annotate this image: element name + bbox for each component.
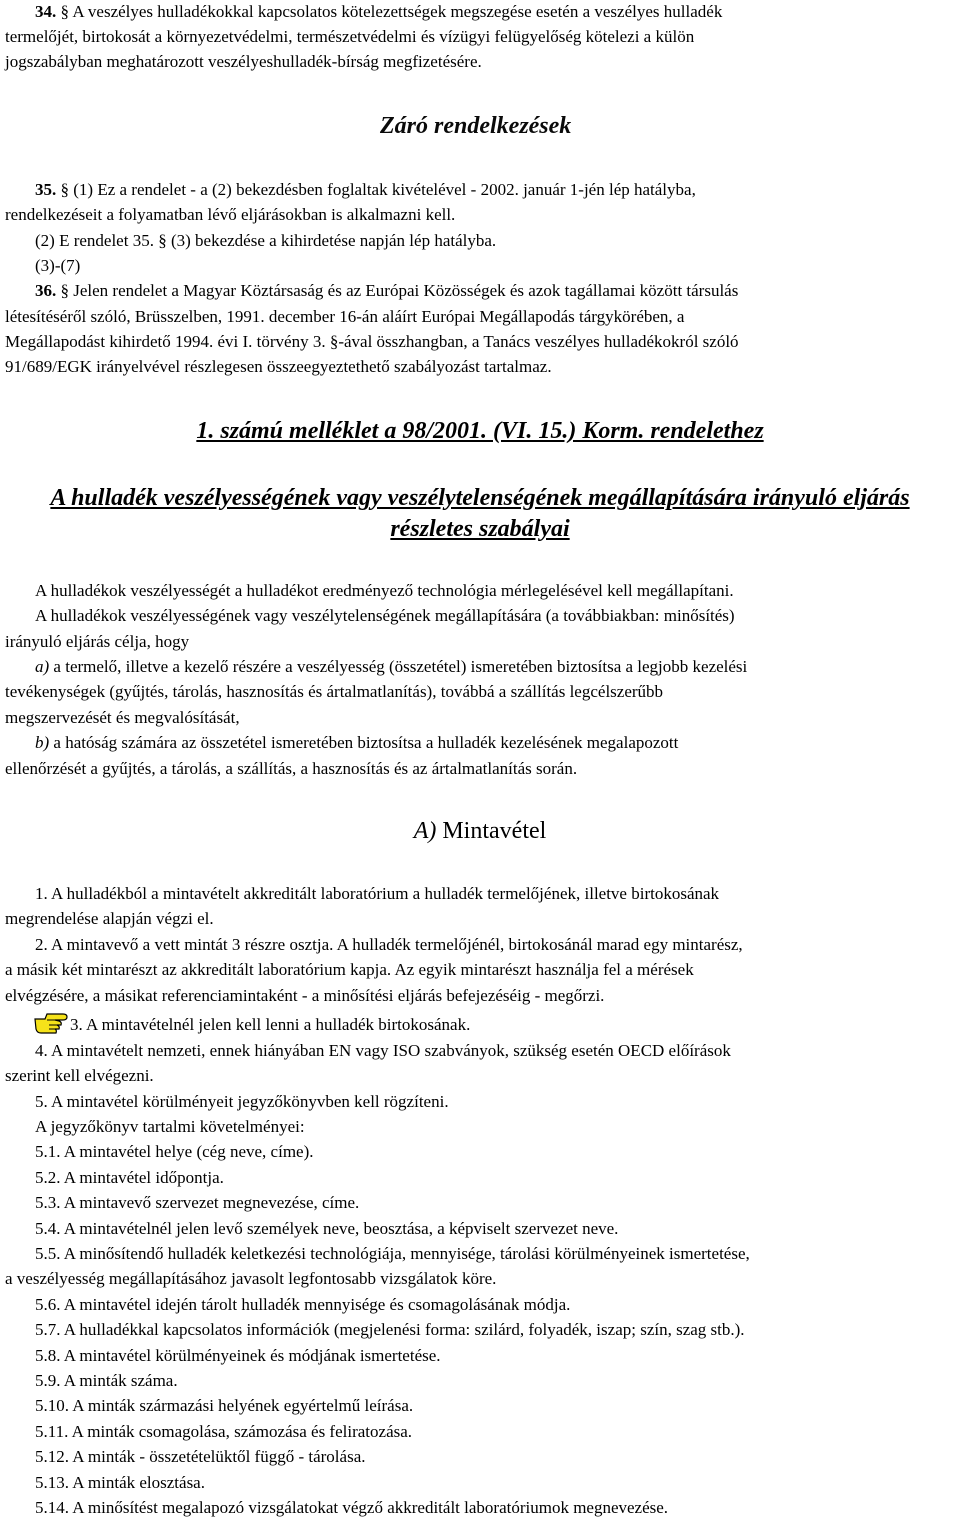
item-2-line-2: a másik két mintarészt az akkreditált laboratórium kapja. Az egyik mintarészt használja fel a mérések: [5, 960, 694, 979]
annex-heading: 1. számú melléklet a 98/2001. (VI. 15.) Korm. rendelethez: [196, 418, 764, 444]
sec34-line-3: jogszabályban meghatározott veszélyeshulladék-bírság megfizetésére.: [5, 52, 482, 71]
item-5-requirements: A jegyzőkönyv tartalmi követelményei:: [35, 1117, 305, 1136]
sec36-line-4: 91/689/EGK irányelvével részlegesen összeegyeztethető szabályozást tartalmaz.: [5, 357, 552, 376]
sec34-number: 34.: [35, 2, 57, 21]
item-4-line-2: szerint kell elvégezni.: [5, 1066, 154, 1085]
item-5: 5. A mintavétel körülményeit jegyzőkönyvben kell rögzíteni.: [35, 1092, 449, 1111]
sec35-line-3: (2) E rendelet 35. § (3) bekezdése a kihirdetése napján lép hatályba.: [35, 231, 497, 250]
item-5-3: 5.3. A mintavevő szervezet megnevezése, címe.: [35, 1193, 360, 1212]
item-b-marker: b): [35, 733, 50, 752]
intro-item-b-line-2: ellenőrzését a gyűjtés, a tárolás, a szállítás, a hasznosítás és az ártalmatlanítás során.: [5, 759, 578, 778]
intro-item-a-line-1: a) a termelő, illetve a kezelő részére a veszélyesség (összetétel) ismeretében biztosítsa a legjobb kezelési: [35, 657, 748, 676]
sec36-line-3: Megállapodást kihirdető 1994. évi I. törvény 3. §-ával összhangban, a Tanács veszélyes hulladékokról szóló: [5, 332, 739, 351]
item-1-line-2: megrendelése alapján végzi el.: [5, 909, 214, 928]
sec36-line-1: 36. § Jelen rendelet a Magyar Köztársaság és az Európai Közösségek és azok tagállamai között társulás: [35, 281, 739, 300]
item-4-line-1: 4. A mintavételt nemzeti, ennek hiányában EN vagy ISO szabványok, szükség esetén OECD előírások: [35, 1041, 731, 1060]
intro-item-b-line-1: b) a hatóság számára az összetétel ismeretében biztosítsa a hulladék kezelésének megalapozott: [35, 733, 679, 752]
item-a-marker: a): [35, 657, 50, 676]
sec34-line-2: termelőjét, birtokosát a környezetvédelmi, természetvédelmi és vízügyi felügyelőség kötelezi a külön: [5, 27, 695, 46]
item-5-12: 5.12. A minták - összetételüktől függő - tárolása.: [35, 1447, 366, 1466]
intro-item-a-line-2: tevékenységek (gyűjtés, tárolás, hasznosítás és ártalmatlanítás), továbbá a szállítás legcélszerűbb: [5, 682, 664, 701]
annex-title-line-2: részletes szabályai: [390, 516, 570, 542]
paragraph-icon: §: [329, 332, 339, 351]
item-5-9: 5.9. A minták száma.: [35, 1371, 178, 1390]
sec35-line-2: rendelkezéseit a folyamatban lévő eljárásokban is alkalmazni kell.: [5, 205, 456, 224]
zaro-heading: Záró rendelkezések: [380, 113, 572, 139]
sec36-number: 36.: [35, 281, 57, 300]
pointing-hand-icon: [33, 1011, 69, 1035]
annex-title-line-1: A hulladék veszélyességének vagy veszélytelenségének megállapítására irányuló eljárás: [50, 485, 910, 511]
paragraph-icon: §: [60, 281, 69, 300]
item-1-line-1: 1. A hulladékból a mintavételt akkreditált laboratórium a hulladék termelőjének, illetve birtokosának: [35, 884, 720, 903]
sec35-line-1: 35. § (1) Ez a rendelet - a (2) bekezdésben foglaltak kivételével - 2002. január 1-jén lép hatályba,: [35, 180, 696, 199]
item-5-11: 5.11. A minták csomagolása, számozása és feliratozása.: [35, 1422, 413, 1441]
intro-item-a-line-3: megszervezését és megvalósítását,: [5, 708, 240, 727]
sec34-line-1: 34. § A veszélyes hulladékokkal kapcsolatos kötelezettségek megszegése esetén a veszélyes hulladék: [35, 2, 723, 21]
item-5-7: 5.7. A hulladékkal kapcsolatos információk (megjelenési forma: szilárd, folyadék, iszap; szín, szag stb.).: [35, 1320, 745, 1339]
item-5-5-line-1: 5.5. A minősítendő hulladék keletkezési technológiája, mennyisége, tárolási körülményeinek ismertetése,: [35, 1244, 750, 1263]
item-5-14: 5.14. A minősítést megalapozó vizsgálatokat végző akkreditált laboratóriumok megnevezése.: [35, 1498, 669, 1517]
item-5-4: 5.4. A mintavételnél jelen levő személyek neve, beosztása, a képviselt szervezet neve.: [35, 1219, 619, 1238]
item-5-1: 5.1. A mintavétel helye (cég neve, címe).: [35, 1142, 314, 1161]
item-5-2: 5.2. A mintavétel időpontja.: [35, 1168, 224, 1187]
item-5-6: 5.6. A mintavétel idején tárolt hulladék mennyisége és csomagolásának módja.: [35, 1295, 571, 1314]
intro-line-2: A hulladékok veszélyességének vagy veszélytelenségének megállapítására (a továbbiakban: minősítés): [35, 606, 735, 625]
intro-line-1: A hulladékok veszélyességét a hulladékot eredményező technológia mérlegelésével kell megállapítani.: [35, 581, 734, 600]
item-5-8: 5.8. A mintavétel körülményeinek és módjának ismertetése.: [35, 1346, 441, 1365]
sec36-line-2: létesítéséről szóló, Brüsszelben, 1991. december 16-án aláírt Európai Megállapodás tárgykörében, a: [5, 307, 685, 326]
item-5-5-line-2: a veszélyesség megállapításához javasolt legfontosabb vizsgálatok köre.: [5, 1269, 497, 1288]
intro-line-3: irányuló eljárás célja, hogy: [5, 632, 190, 651]
section-a-marker: A): [413, 818, 437, 844]
item-2-line-1: 2. A mintavevő a vett mintát 3 részre osztja. A hulladék termelőjénél, birtokosánál marad egy mintarész,: [35, 935, 743, 954]
item-2-line-3: elvégzésére, a másikat referenciamintaként - a minősítési eljárás befejezéséig - megőrzi.: [5, 986, 605, 1005]
sec35-number: 35.: [35, 180, 57, 199]
section-a-title: Mintavétel: [442, 818, 547, 844]
item-5-13: 5.13. A minták elosztása.: [35, 1473, 205, 1492]
paragraph-icon: §: [60, 180, 69, 199]
section-a-heading: [0, 818, 960, 845]
paragraph-icon: §: [60, 2, 69, 21]
sec35-line-4: (3)-(7): [35, 256, 81, 275]
paragraph-icon: §: [158, 231, 167, 250]
item-5-10: 5.10. A minták származási helyének egyértelmű leírása.: [35, 1396, 414, 1415]
item-3: 3. A mintavételnél jelen kell lenni a hulladék birtokosának.: [70, 1015, 471, 1034]
